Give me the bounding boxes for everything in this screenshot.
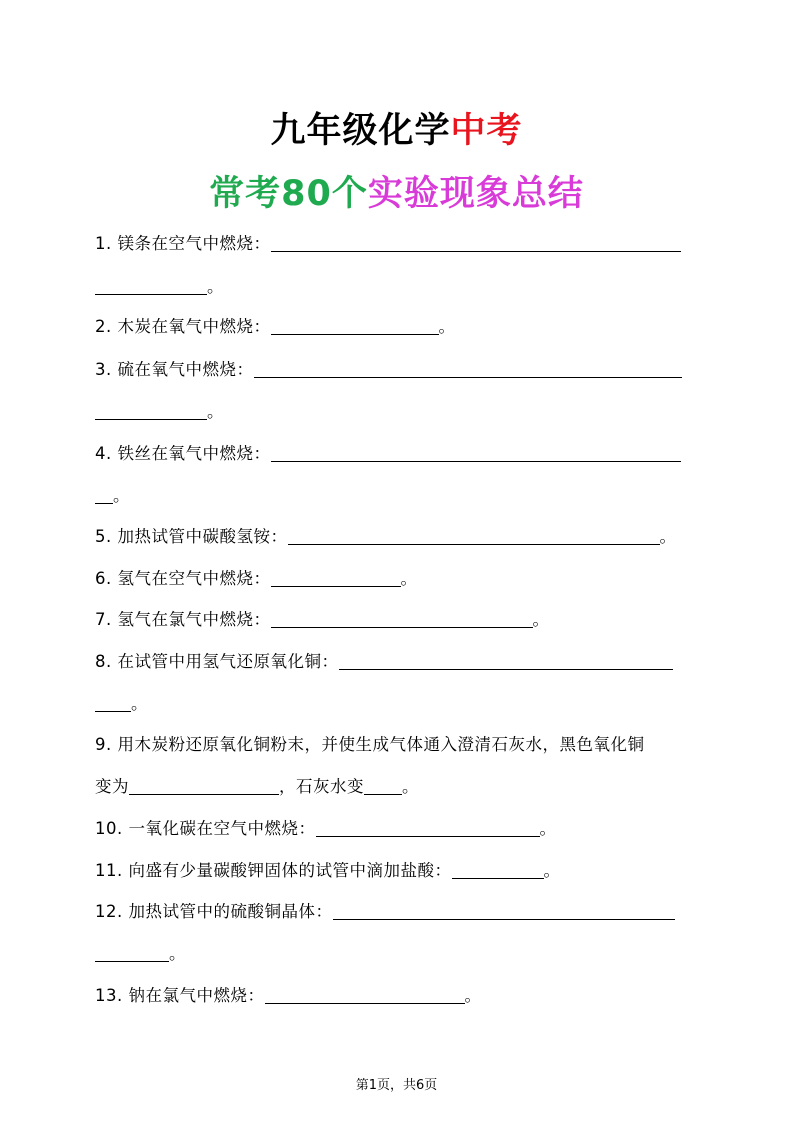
subtitle-part-green: 常考80个 — [209, 174, 368, 214]
question-text: 9. 用木炭粉还原氧化铜粉末，并使生成气体通入澄清石灰水，黑色氧化铜 — [95, 735, 645, 754]
question-text: 5. 加热试管中碳酸氢铵： — [95, 527, 288, 546]
answer-blank[interactable] — [288, 526, 660, 545]
question-4 — [95, 440, 681, 464]
question-5 — [95, 523, 677, 547]
answer-blank[interactable] — [265, 985, 465, 1004]
answer-blank[interactable] — [452, 860, 544, 879]
page-subtitle — [0, 166, 793, 216]
answer-blank[interactable] — [316, 818, 540, 837]
question-end: 。 — [402, 777, 419, 796]
question-end: 。 — [207, 402, 224, 421]
question-end: 。 — [543, 861, 561, 880]
answer-blank[interactable] — [271, 568, 401, 587]
question-text: 13. 钠在氯气中燃烧： — [95, 986, 265, 1005]
answer-blank[interactable] — [95, 943, 169, 962]
question-end: 。 — [400, 569, 418, 588]
question-text: 2. 木炭在氧气中燃烧： — [95, 317, 271, 336]
question-text: 3. 硫在氧气中燃烧： — [95, 360, 254, 379]
question-6 — [95, 565, 418, 589]
question-3-cont — [95, 398, 224, 422]
question-13 — [95, 982, 482, 1006]
question-1-cont — [95, 273, 224, 297]
answer-blank[interactable] — [339, 651, 673, 670]
question-text: 变为 — [95, 777, 129, 796]
page-footer: 第1页，共6页 — [355, 1078, 438, 1093]
question-8-cont — [95, 690, 148, 714]
answer-blank[interactable] — [95, 276, 207, 295]
answer-blank[interactable] — [271, 233, 681, 252]
page-title — [0, 103, 793, 153]
question-text: 7. 氢气在氯气中燃烧： — [95, 610, 271, 629]
question-12 — [95, 898, 675, 922]
answer-blank[interactable] — [271, 609, 533, 628]
question-10 — [95, 815, 557, 839]
answer-blank[interactable] — [129, 776, 279, 795]
question-9-cont — [95, 773, 419, 797]
answer-blank[interactable] — [364, 776, 402, 795]
answer-blank[interactable] — [271, 443, 681, 462]
question-11 — [95, 857, 561, 881]
question-text: 8. 在试管中用氢气还原氧化铜： — [95, 652, 339, 671]
question-text: ，石灰水变 — [279, 777, 364, 796]
question-end: 。 — [207, 277, 224, 296]
answer-blank[interactable] — [95, 485, 113, 504]
question-2 — [95, 313, 456, 337]
question-end: 。 — [532, 610, 550, 629]
question-9 — [95, 731, 645, 755]
question-end: 。 — [169, 944, 186, 963]
subtitle-part-magenta: 实验现象总结 — [367, 174, 584, 214]
answer-blank[interactable] — [333, 901, 675, 920]
answer-blank[interactable] — [254, 359, 682, 378]
question-3 — [95, 356, 682, 380]
question-end: 。 — [659, 527, 677, 546]
question-text: 6. 氢气在空气中燃烧： — [95, 569, 271, 588]
title-part-black: 九年级化学 — [270, 111, 451, 151]
question-end: 。 — [438, 317, 456, 336]
question-end: 。 — [464, 986, 482, 1005]
question-7 — [95, 606, 550, 630]
question-end: 。 — [131, 694, 148, 713]
question-end: 。 — [113, 486, 130, 505]
answer-blank[interactable] — [95, 401, 207, 420]
question-end: 。 — [539, 819, 557, 838]
question-text: 10. 一氧化碳在空气中燃烧： — [95, 819, 316, 838]
question-text: 12. 加热试管中的硫酸铜晶体： — [95, 902, 333, 921]
question-text: 11. 向盛有少量碳酸钾固体的试管中滴加盐酸： — [95, 861, 452, 880]
answer-blank[interactable] — [271, 316, 439, 335]
question-text: 4. 铁丝在氧气中燃烧： — [95, 444, 271, 463]
title-part-red: 中考 — [450, 111, 523, 151]
question-text: 1. 镁条在空气中燃烧： — [95, 234, 271, 253]
question-1 — [95, 230, 681, 254]
question-4-cont — [95, 482, 130, 506]
question-12-cont — [95, 940, 186, 964]
answer-blank[interactable] — [95, 693, 131, 712]
question-8 — [95, 648, 673, 672]
